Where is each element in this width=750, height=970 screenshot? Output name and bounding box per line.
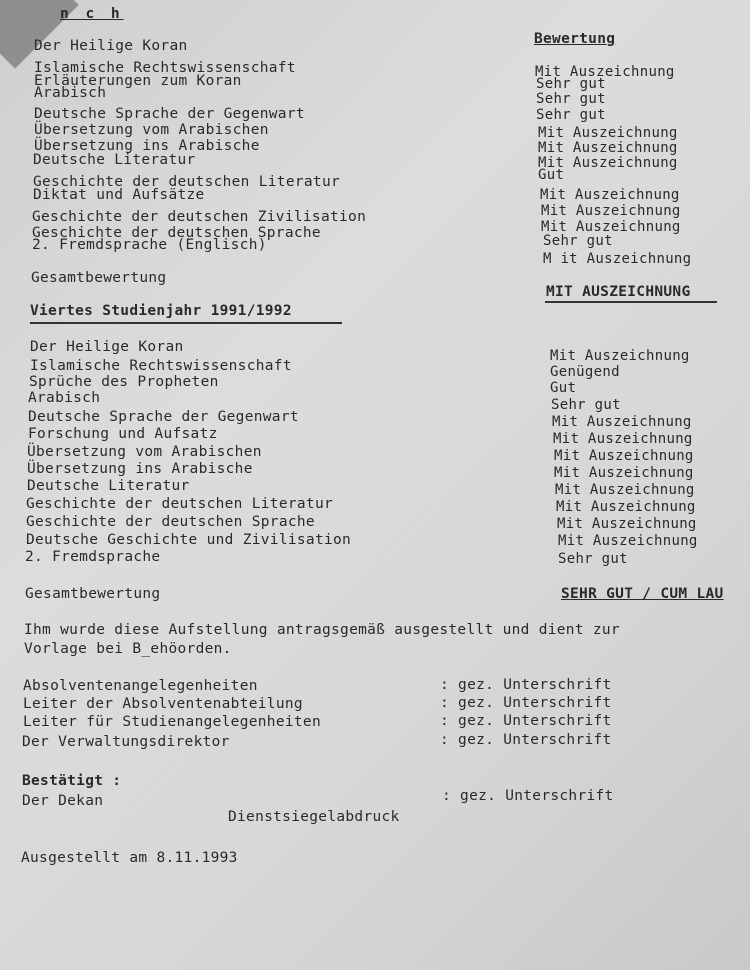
section-underline [30, 322, 342, 324]
issued-date: Ausgestellt am 8.11.1993 [21, 850, 238, 866]
signature-role: Leiter der Absolventenabteilung [23, 696, 303, 712]
note-line: Ihm wurde diese Aufstellung antragsgemäß ausgestellt und dient zur [24, 622, 620, 638]
grade: Mit Auszeichnung [541, 219, 681, 235]
signature-role: Der Verwaltungsdirektor [22, 734, 230, 750]
signature-value: : gez. Unterschrift [440, 713, 612, 729]
subject: Arabisch [28, 390, 101, 406]
subject: Deutsche Literatur [33, 152, 196, 168]
subject: Geschichte der deutschen Literatur [26, 496, 334, 512]
subject: 2. Fremdsprache (Englisch) [32, 237, 267, 253]
grade: Sehr gut [543, 233, 613, 249]
total-label: Gesamtbewertung [31, 270, 167, 286]
grade: Mit Auszeichnung [552, 414, 692, 430]
total-label: Gesamtbewertung [25, 586, 161, 602]
seal-label: Dienstsiegelabdruck [228, 809, 400, 825]
grade: Gut [538, 167, 565, 183]
subject: Übersetzung ins Arabische [27, 461, 253, 477]
grade: Mit Auszeichnung [535, 64, 675, 80]
grade: Mit Auszeichnung [538, 155, 678, 171]
signature-role: Leiter für Studienangelegenheiten [23, 714, 321, 730]
grade: Gut [550, 380, 577, 396]
subject: Arabisch [34, 85, 107, 101]
subject: Geschichte der deutschen Literatur [33, 174, 341, 190]
subject: Erläuterungen zum Koran [34, 73, 242, 89]
signature-role: Absolventenangelegenheiten [23, 678, 258, 694]
subject: Deutsche Sprache der Gegenwart [34, 106, 305, 122]
subject: Der Heilige Koran [34, 38, 188, 54]
subject: Übersetzung ins Arabische [34, 138, 260, 154]
grade: M it Auszeichnung [543, 251, 692, 267]
dean-label: Der Dekan [22, 793, 104, 809]
subject: Deutsche Geschichte und Zivilisation [26, 532, 352, 548]
subject: Geschichte der deutschen Sprache [26, 514, 315, 530]
subject: Übersetzung vom Arabischen [27, 444, 262, 460]
grade: Sehr gut [536, 91, 606, 107]
signature-value: : gez. Unterschrift [440, 677, 612, 693]
grade: Genügend [550, 364, 620, 380]
grade: Mit Auszeichnung [554, 465, 694, 481]
subject: Diktat und Aufsätze [33, 187, 205, 203]
grade: Mit Auszeichnung [558, 533, 698, 549]
grade: Mit Auszeichnung [557, 516, 697, 532]
subject: Deutsche Literatur [27, 478, 190, 494]
grade: Sehr gut [558, 551, 628, 567]
note-line: Vorlage bei B_ehöorden. [24, 641, 232, 657]
subject: Übersetzung vom Arabischen [34, 122, 269, 138]
grade: Sehr gut [536, 76, 606, 92]
grade: Sehr gut [551, 397, 621, 413]
subject: Geschichte der deutschen Zivilisation [32, 209, 367, 225]
dean-signature-value: : gez. Unterschrift [442, 788, 614, 804]
grade-column-header: Bewertung [534, 31, 616, 47]
signature-value: : gez. Unterschrift [440, 695, 612, 711]
grade: Mit Auszeichnung [556, 499, 696, 515]
subject: Forschung und Aufsatz [28, 426, 218, 442]
subject: Deutsche Sprache der Gegenwart [28, 409, 299, 425]
subject: 2. Fremdsprache [25, 549, 161, 565]
grade: Mit Auszeichnung [554, 448, 694, 464]
grade: Mit Auszeichnung [555, 482, 695, 498]
subject: Sprüche des Propheten [29, 374, 219, 390]
header-fragment: n c h [60, 6, 124, 22]
grade: Mit Auszeichnung [553, 431, 693, 447]
subject: Islamische Rechtswissenschaft [34, 60, 296, 76]
grade: Mit Auszeichnung [538, 140, 678, 156]
section-heading: Viertes Studienjahr 1991/1992 [30, 303, 292, 319]
grade: Mit Auszeichnung [538, 125, 678, 141]
subject: Geschichte der deutschen Sprache [32, 225, 321, 241]
grade: Mit Auszeichnung [541, 203, 681, 219]
grade: Sehr gut [536, 107, 606, 123]
subject: Der Heilige Koran [30, 339, 184, 355]
subject: Islamische Rechtswissenschaft [30, 358, 292, 374]
total-underline [545, 301, 717, 303]
confirm-label: Bestätigt : [22, 773, 122, 789]
grade: Mit Auszeichnung [550, 348, 690, 364]
total-value: SEHR GUT / CUM LAU [561, 586, 724, 602]
signature-value: : gez. Unterschrift [440, 732, 612, 748]
grade: Mit Auszeichnung [540, 187, 680, 203]
total-value: MIT AUSZEICHNUNG [546, 284, 691, 300]
